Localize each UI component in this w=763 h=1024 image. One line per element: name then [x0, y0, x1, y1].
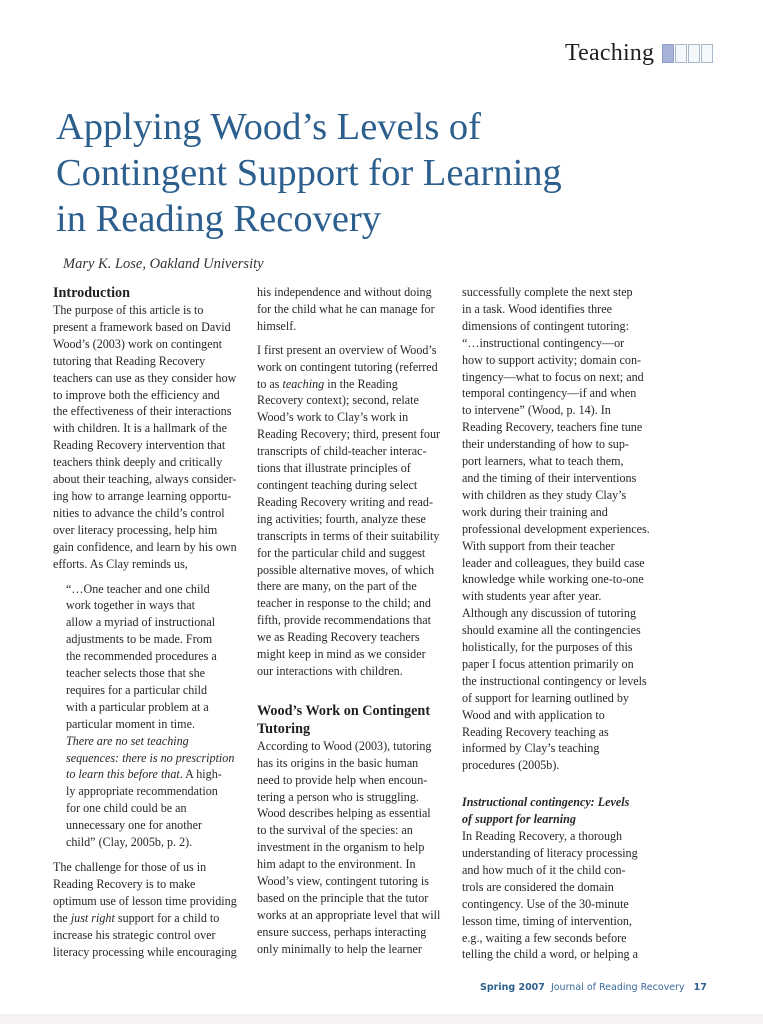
- column-3: [462, 284, 662, 963]
- text-line: of support for learning: [462, 812, 576, 827]
- quote-roman-fragment: . A high-: [179, 767, 222, 782]
- indicator-box-empty: [701, 44, 713, 63]
- indicator-box-empty: [675, 44, 687, 63]
- text-line: Instructional contingency: Levels: [462, 795, 630, 810]
- text-line: Reading Recovery teaching as: [462, 724, 609, 739]
- text-line: Reading Recovery, teachers fine tune: [462, 420, 643, 435]
- text-line: efforts. As Clay reminds us,: [53, 556, 188, 571]
- text-line: According to Wood (2003), tutoring: [257, 738, 432, 753]
- text-line: unnecessary one for another: [66, 818, 202, 833]
- text-line: teacher selects those that she: [66, 666, 206, 681]
- text-line: for one child could be an: [66, 801, 187, 816]
- text-line: ensure success, perhaps interacting: [257, 924, 427, 939]
- section-indicator-icon: [662, 44, 713, 63]
- text-line: work during their training and: [462, 504, 608, 519]
- text-line: about their teaching, always consider-: [53, 472, 237, 487]
- text-line: contingent teaching during select: [257, 477, 418, 492]
- text-line: for the particular child and suggest: [257, 545, 426, 560]
- quote-lines: [66, 581, 253, 733]
- text-line: telling the child a word, or helping a: [462, 947, 638, 962]
- text-line: how to support activity; domain con-: [462, 352, 642, 367]
- text-line: ly appropriate recommendation: [66, 784, 218, 799]
- text-line: in a task. Wood identifies three: [462, 301, 612, 316]
- text-line: the recommended procedures a: [66, 649, 217, 664]
- text-line: their understanding of how to sup-: [462, 437, 629, 452]
- text-line: Tutoring: [257, 720, 311, 737]
- text-line: Wood’s view, contingent tutoring is: [257, 874, 429, 889]
- text-line: and how much of it the child con-: [462, 862, 626, 877]
- text-line: teachers think deeply and critically: [53, 455, 223, 470]
- woods-work-heading: [257, 702, 457, 738]
- text-line: transcripts of child-teacher interac-: [257, 444, 427, 459]
- text-line: we as Reading Recovery teachers: [257, 630, 420, 645]
- quote-italic-lines: [66, 733, 253, 767]
- intro-paragraph: [53, 302, 253, 573]
- text-line: Reading Recovery writing and read-: [257, 494, 433, 509]
- text-line: port learners, what to teach them,: [462, 454, 624, 469]
- text-line: requires for a particular child: [66, 682, 208, 697]
- page-footer: [480, 982, 707, 993]
- instructional-contingency-paragraph: [462, 828, 662, 963]
- text-line: tering a person who is struggling.: [257, 789, 419, 804]
- author-byline: Mary K. Lose, Oakland University: [63, 256, 264, 272]
- overview-line: work on contingent tutoring (referred: [257, 359, 438, 374]
- title-line: in Reading Recovery: [56, 198, 382, 240]
- text-line: himself.: [257, 318, 297, 333]
- text-line: sequences: there is no prescription: [66, 750, 235, 765]
- text-line: to improve both the efficiency and: [53, 387, 220, 402]
- overview-post: in the Reading: [324, 376, 398, 391]
- text-line: contingency. Use of the 30-minute: [462, 896, 629, 911]
- text-line: temporal contingency—if and when: [462, 386, 637, 401]
- section-label: Teaching: [565, 40, 655, 66]
- overview-mixed-line: [257, 376, 457, 393]
- text-line: with students year after year.: [462, 589, 602, 604]
- text-line: With support from their teacher: [462, 538, 615, 553]
- text-line: Reading Recovery; third, present four: [257, 427, 441, 442]
- text-line: present a framework based on David: [53, 319, 231, 334]
- text-line: literacy processing while encouraging: [53, 944, 237, 959]
- text-line: only minimally to help the learner: [257, 941, 422, 956]
- text-line: successfully complete the next step: [462, 285, 633, 299]
- title-line: Contingent Support for Learning: [56, 152, 562, 194]
- text-line: The challenge for those of us in: [53, 860, 207, 874]
- indicator-box-filled: [662, 44, 674, 63]
- clay-quote: [66, 581, 253, 852]
- text-line: possible alternative moves, of which: [257, 562, 434, 577]
- text-line: of support for learning outlined by: [462, 690, 629, 705]
- woods-work-paragraph: [257, 738, 457, 958]
- text-line: the instructional contingency or levels: [462, 673, 647, 688]
- text-line: leader and colleagues, they build case: [462, 555, 645, 570]
- text-line: Wood and with application to: [462, 707, 605, 722]
- column-1: [53, 284, 253, 960]
- text-line: e.g., waiting a few seconds before: [462, 930, 627, 945]
- text-line: over literacy processing, help him: [53, 522, 218, 537]
- column-2: [257, 284, 457, 958]
- instructional-contingency-heading: [462, 794, 662, 828]
- indicator-box-empty: [688, 44, 700, 63]
- challenge-lines: [53, 927, 253, 961]
- continued-paragraph: [257, 284, 457, 335]
- text-line: knowledge while working one-to-one: [462, 572, 644, 587]
- text-line: ing how to arrange learning opportu-: [53, 488, 232, 503]
- text-line: to the survival of the species: an: [257, 823, 413, 838]
- text-line: nities to advance the child’s control: [53, 505, 225, 520]
- text-line: for the child what he can manage for: [257, 301, 435, 316]
- text-line: understanding of literacy processing: [462, 846, 638, 860]
- overview-lines: [257, 392, 457, 679]
- text-line: child” (Clay, 2005b, p. 2).: [66, 835, 193, 850]
- text-line: allow a myriad of instructional: [66, 615, 216, 630]
- text-line: gain confidence, and learn by his own: [53, 539, 237, 554]
- text-line: trols are considered the domain: [462, 879, 614, 894]
- text-line: lesson time, timing of intervention,: [462, 913, 632, 928]
- overview-paragraph: [257, 342, 457, 680]
- text-line: work together in ways that: [66, 598, 195, 613]
- text-line: works at an appropriate level that will: [257, 907, 441, 922]
- text-line: holistically, for the purposes of this: [462, 640, 633, 655]
- text-line: need to provide help when encoun-: [257, 772, 428, 787]
- text-line: with children as they study Clay’s: [462, 487, 627, 502]
- text-line: and the timing of their interventions: [462, 470, 637, 485]
- text-line: The purpose of this article is to: [53, 303, 204, 317]
- text-line: his independence and without doing: [257, 285, 432, 299]
- text-line: has its origins in the basic human: [257, 755, 419, 770]
- text-line: particular moment in time.: [66, 716, 195, 731]
- text-line: our interactions with children.: [257, 663, 403, 678]
- overview-pre: to as: [257, 376, 283, 391]
- text-line: informed by Clay’s teaching: [462, 741, 600, 756]
- text-line: tingency—what to focus on next; and: [462, 369, 644, 384]
- text-line: investment in the organism to help: [257, 840, 425, 855]
- page-bottom-edge: [0, 1014, 763, 1024]
- text-line: optimum use of lesson time providing: [53, 893, 237, 908]
- quote-mixed-line: [66, 766, 253, 783]
- page-number: 17: [693, 982, 707, 993]
- text-line: ing activities; fourth, analyze these: [257, 511, 426, 526]
- challenge-mixed-line: [53, 910, 253, 927]
- section-tag: [565, 40, 713, 67]
- text-line: might keep in mind as we consider: [257, 647, 426, 662]
- text-line: Reading Recovery intervention that: [53, 438, 226, 453]
- text-line: tions that illustrate principles of: [257, 461, 411, 476]
- text-line: Wood’s (2003) work on contingent: [53, 336, 222, 351]
- text-line: paper I focus attention primarily on: [462, 656, 634, 671]
- text-line: “…One teacher and one child: [66, 581, 210, 596]
- text-line: Wood’s work to Clay’s work in: [257, 410, 409, 425]
- footer-journal: Journal of Reading Recovery: [550, 982, 685, 993]
- footer-season: Spring 2007: [480, 982, 545, 993]
- text-line: should examine all the contingencies: [462, 623, 641, 638]
- text-line: teachers can use as they consider how: [53, 370, 237, 385]
- text-line: based on the principle that the tutor: [257, 891, 429, 905]
- challenge-pre: the: [53, 910, 71, 925]
- text-line: tutoring that Reading Recovery: [53, 353, 206, 368]
- title-line: Applying Wood’s Levels of: [56, 106, 482, 148]
- text-line: teacher in response to the child; and: [257, 596, 431, 611]
- challenge-italic: just right: [70, 910, 115, 925]
- text-line: to intervene” (Wood, p. 14). In: [462, 403, 611, 418]
- text-line: “…instructional contingency—or: [462, 335, 625, 350]
- text-line: Wood’s Work on Contingent: [257, 702, 431, 719]
- text-line: with children. It is a hallmark of the: [53, 421, 227, 436]
- quote-italic-fragment: to learn this before that: [66, 767, 180, 782]
- text-line: increase his strategic control over: [53, 927, 216, 942]
- text-line: dimensions of contingent tutoring:: [462, 318, 629, 333]
- text-line: Recovery context); second, relate: [257, 393, 419, 408]
- challenge-lines: [53, 859, 253, 910]
- text-line: fifth, provide recommendations that: [257, 613, 431, 628]
- text-line: Reading Recovery is to make: [53, 876, 196, 891]
- text-line: professional development experiences.: [462, 521, 650, 536]
- text-line: transcripts in terms of their suitability: [257, 528, 440, 543]
- text-line: In Reading Recovery, a thorough: [462, 829, 623, 844]
- text-line: the effectiveness of their interactions: [53, 404, 232, 419]
- text-line: Wood describes helping as essential: [257, 806, 431, 821]
- text-line: Although any discussion of tutoring: [462, 606, 637, 621]
- text-line: There are no set teaching: [66, 733, 189, 748]
- introduction-heading: Introduction: [53, 285, 130, 301]
- text-line: there are many, on the part of the: [257, 579, 417, 594]
- quote-tail-lines: [66, 783, 253, 851]
- text-line: adjustments to be made. From: [66, 632, 213, 647]
- text-line: him adapt to the environment. In: [257, 857, 416, 872]
- dimensions-paragraph: [462, 284, 662, 774]
- challenge-paragraph: [53, 859, 253, 960]
- overview-line: I first present an overview of Wood’s: [257, 342, 437, 357]
- text-line: procedures (2005b).: [462, 758, 560, 773]
- overview-italic: teaching: [282, 376, 325, 391]
- text-line: with a particular problem at a: [66, 699, 209, 714]
- article-title: [56, 104, 676, 242]
- challenge-post: support for a child to: [114, 910, 220, 925]
